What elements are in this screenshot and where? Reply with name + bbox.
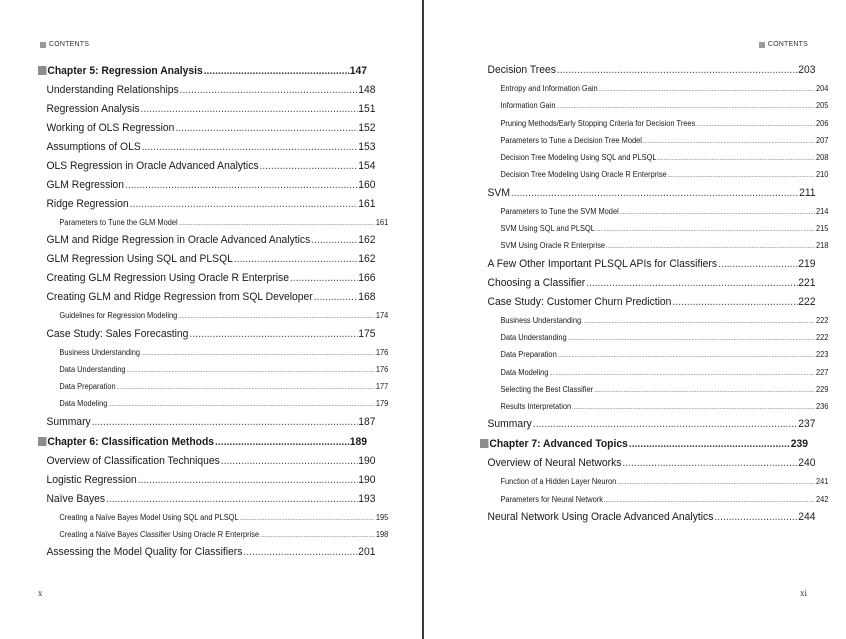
running-head-right [759,41,808,48]
toc-section[interactable]: Working of OLS Regression ..... 152 [38,119,376,138]
toc-subsection[interactable]: Creating a Naïve Bayes Model Using SQL and PLSQL ..... 195 [38,509,388,526]
toc-section[interactable]: OLS Regression in Oracle Advanced Analytics ..... 154 [38,157,376,176]
toc-subsection[interactable]: Data Understanding ..... 176 [38,361,388,378]
running-head-text: CONTENTS [49,41,90,48]
toc-subsection[interactable]: Creating a Naïve Bayes Classifier Using Oracle R Enterprise ..... 198 [38,526,388,543]
toc-chapter[interactable]: Chapter 5: Regression Analysis ..... 147 [38,61,367,81]
toc-subsection[interactable]: Decision Tree Modeling Using SQL and PLSQL ..... 208 [480,149,828,166]
toc-chapter[interactable]: Chapter 7: Advanced Topics ..... 239 [480,434,808,454]
toc-chapter[interactable]: Chapter 6: Classification Methods ..... 189 [38,432,367,452]
left-page [0,0,422,639]
toc-subsection[interactable]: SVM Using Oracle R Enterprise ..... 218 [480,237,828,254]
chapter-marker [480,439,488,448]
running-head-marker [759,42,765,48]
toc-subsection[interactable]: Function of a Hidden Layer Neuron ..... 241 [480,473,828,490]
page-number-right: xi [800,588,808,598]
toc-section[interactable]: Regression Analysis ..... 151 [38,100,376,119]
toc-subsection[interactable]: Selecting the Best Classifier ..... 229 [480,381,828,398]
toc-subsection[interactable]: Parameters to Tune the GLM Model ..... 161 [38,214,388,231]
right-page [424,0,846,639]
toc-subsection[interactable]: Data Understanding ..... 222 [480,329,828,346]
toc-section[interactable]: Logistic Regression ..... 190 [38,471,376,490]
toc-section[interactable]: Case Study: Customer Churn Prediction ..... 222 [480,293,816,312]
toc-section[interactable]: Understanding Relationships ..... 148 [38,81,376,100]
toc-section[interactable]: Overview of Classification Techniques ..... 190 [38,452,376,471]
toc-section[interactable]: Overview of Neural Networks ..... 240 [480,454,816,473]
running-head-left [40,41,89,48]
toc-section[interactable]: Summary ..... 187 [38,413,376,432]
toc-section[interactable]: Case Study: Sales Forecasting ..... 175 [38,325,376,344]
toc-section[interactable]: Choosing a Classifier ..... 221 [480,274,816,293]
toc-subsection[interactable]: Parameters for Neural Network ..... 242 [480,491,828,508]
toc-section[interactable]: Decision Trees ..... 203 [480,61,816,80]
toc-subsection[interactable]: Data Modeling ..... 227 [480,364,828,381]
toc-section[interactable]: Creating GLM and Ridge Regression from SQL Developer ..... 168 [38,288,376,307]
toc-subsection[interactable]: Business Understanding ..... 176 [38,344,388,361]
toc-section[interactable]: SVM ..... 211 [480,184,816,203]
running-head-marker [40,42,46,48]
toc-section[interactable]: Assessing the Model Quality for Classifiers ..... 201 [38,543,376,562]
toc-section[interactable]: GLM Regression Using SQL and PLSQL ..... 162 [38,250,376,269]
toc-subsection[interactable]: Parameters to Tune the SVM Model ..... 214 [480,203,828,220]
toc-subsection[interactable]: Results Interpretation ..... 236 [480,398,828,415]
toc-subsection[interactable]: Information Gain ..... 205 [480,97,828,114]
toc-subsection[interactable]: Decision Tree Modeling Using Oracle R Enterprise ..... 210 [480,166,828,183]
toc-subsection[interactable]: Data Preparation ..... 177 [38,378,388,395]
toc-section[interactable]: Assumptions of OLS ..... 153 [38,138,376,157]
toc-section[interactable]: GLM and Ridge Regression in Oracle Advanced Analytics ..... 162 [38,231,376,250]
page-number-left: x [38,588,43,598]
toc-left [38,61,389,562]
toc-subsection[interactable]: Data Preparation ..... 223 [480,346,828,363]
toc-section[interactable]: Creating GLM Regression Using Oracle R Enterprise ..... 166 [38,269,376,288]
toc-right [480,61,829,527]
running-head-text: CONTENTS [767,41,808,48]
toc-section[interactable]: Naïve Bayes ..... 193 [38,490,376,509]
toc-subsection[interactable]: Guidelines for Regression Modeling ..... 174 [38,307,388,324]
toc-section[interactable]: Ridge Regression ..... 161 [38,195,376,214]
toc-subsection[interactable]: Data Modeling ..... 179 [38,395,388,412]
toc-section[interactable]: Summary ..... 237 [480,415,816,434]
toc-section[interactable]: A Few Other Important PLSQL APIs for Classifiers ..... 219 [480,255,816,274]
toc-section[interactable]: GLM Regression ..... 160 [38,176,376,195]
chapter-marker [38,437,46,446]
toc-subsection[interactable]: Parameters to Tune a Decision Tree Model ..... 207 [480,132,828,149]
toc-subsection[interactable]: Pruning Methods/Early Stopping Criteria for Decision Trees ..... 206 [480,115,828,132]
toc-subsection[interactable]: Entropy and Information Gain ..... 204 [480,80,828,97]
toc-subsection[interactable]: SVM Using SQL and PLSQL ..... 215 [480,220,828,237]
chapter-marker [38,66,46,75]
toc-subsection[interactable]: Business Understanding ..... 222 [480,312,828,329]
toc-section[interactable]: Neural Network Using Oracle Advanced Analytics ..... 244 [480,508,816,527]
